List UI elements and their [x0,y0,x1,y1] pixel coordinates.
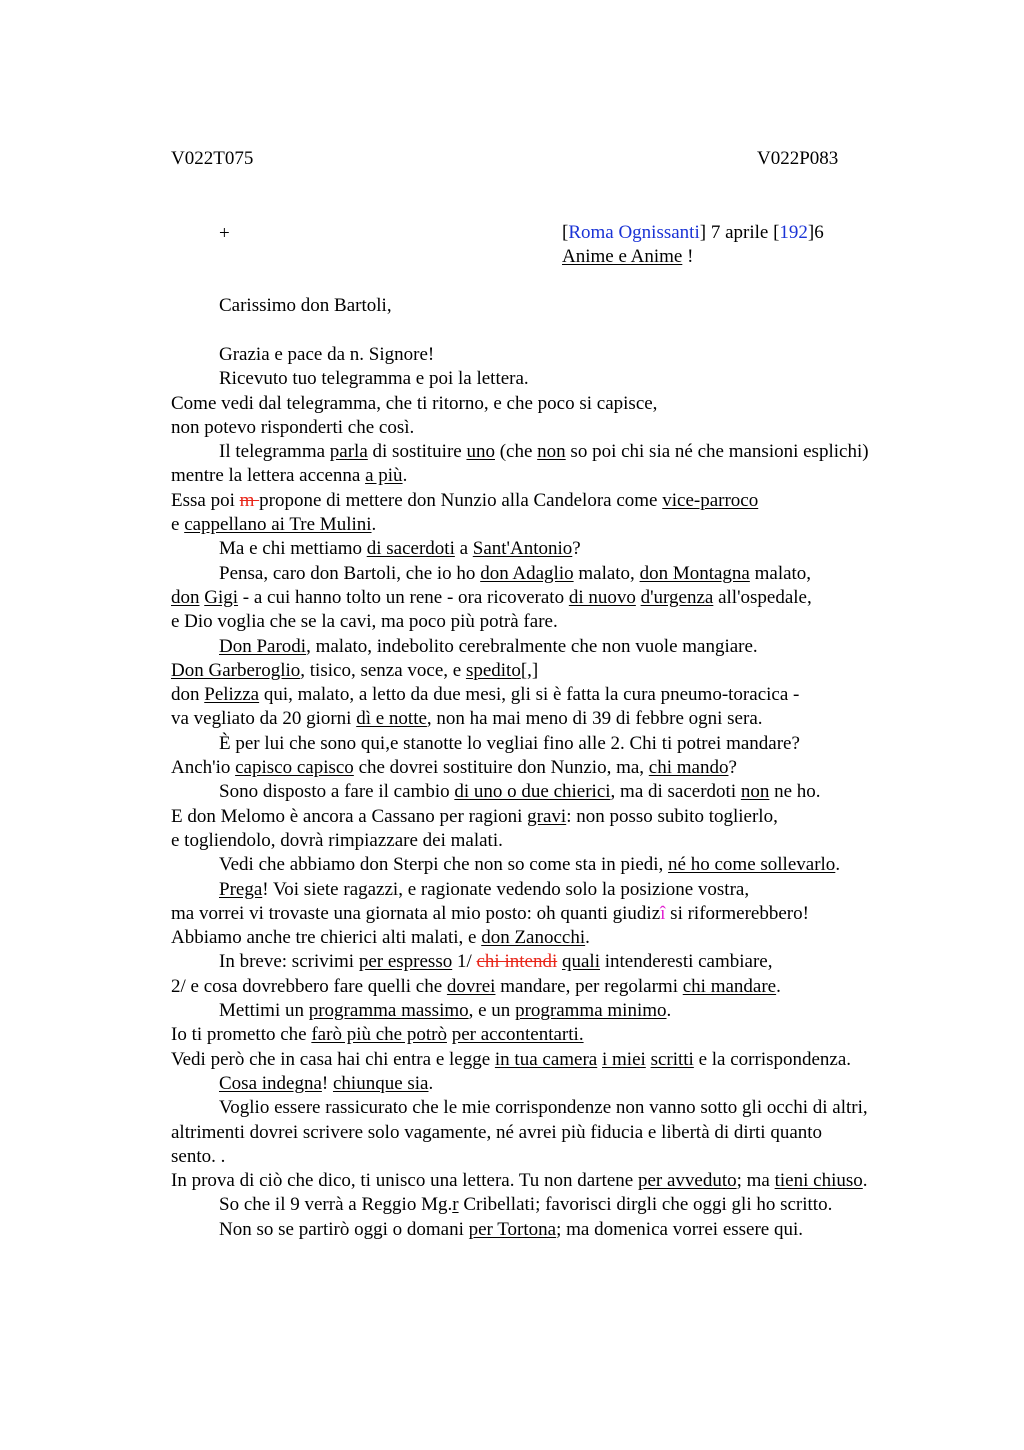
underlined-text: programma minimo [515,1000,667,1022]
text-segment: . [666,1000,672,1022]
text-segment: Essa poi [171,489,240,511]
text-segment: va vegliato da 20 giorni [171,708,357,730]
motto-tail: ! [682,246,694,268]
text-segment: Come vedi dal telegramma, che ti ritorno, e che poco si capisce, [171,392,658,414]
underlined-text: chi mandare [682,975,777,997]
underlined-text: non [740,781,770,803]
text-segment: In breve: scrivimi [219,951,359,973]
text-segment: Vedi che abbiamo don Sterpi che non so come sta in piedi, [219,854,669,876]
body-line [171,489,961,513]
underlined-text: Cosa indegna [219,1072,322,1094]
text-segment: e [171,514,185,536]
underlined-text: scritti [650,1048,694,1070]
text-segment: ma vorrei vi trovaste una giornata al mio posto: oh quanti giudiz [171,902,661,924]
body-line [171,1048,961,1072]
underlined-text: a più [365,465,403,487]
text-segment: , tisico, senza voce, e [300,659,466,681]
text-segment: . [402,465,408,487]
text-segment: Pensa, caro don Bartoli, che io ho [219,562,481,584]
year-digit: 6 [814,222,824,243]
text-segment: . [428,1072,434,1094]
underlined-text: quali [561,951,600,973]
text-segment: [,] [520,659,539,681]
body-line [171,659,961,683]
deleted-text: chi intendi [476,951,558,973]
body-line [171,392,961,416]
text-segment: (che [494,441,538,463]
body-line [171,343,961,367]
text-segment: , ma di sacerdoti [610,781,741,803]
underlined-text: uno [466,441,495,463]
body-line [171,635,961,659]
underlined-text: d'urgenza [640,586,714,608]
underlined-text: per espresso [358,951,453,973]
underlined-text: farò più che potrò [311,1024,447,1046]
body-line [171,902,961,926]
text-segment: Voglio essere rassicurato che le mie corrispondenze non vanno sotto gli occhi di altri, [219,1097,868,1119]
body-line [171,1193,961,1217]
text-segment: ; ma domenica vorrei essere qui. [556,1218,804,1240]
text-segment: Ricevuto tuo telegramma e poi la lettera. [219,368,529,390]
underlined-text: don Montagna [639,562,750,584]
underlined-text: capisco capisco [235,757,354,779]
salutation: Carissimo don Bartoli, [219,295,392,316]
text-segment: Ma e chi mettiamo [219,538,367,560]
date-line: [Roma Ognissanti] 7 aprile [192]6 [562,222,824,243]
motto-line [562,245,824,269]
text-segment: 1/ [452,951,477,973]
underlined-text: di uno o due chierici [454,781,611,803]
underlined-text: chiunque sia [332,1072,429,1094]
body-line [171,756,961,780]
body-line [171,805,961,829]
text-segment: ! Voi siete ragazzi, e ragionate vedendo solo la posizione vostra, [262,878,750,900]
motto: Anime e Anime [562,246,683,268]
text-segment: Anch'io [171,757,236,779]
body-line [171,416,961,440]
body-line [171,1169,961,1193]
text-segment: In prova di ciò che dico, ti unisco una lettera. Tu non dartene [171,1170,638,1192]
text-segment: . [585,927,590,949]
underlined-text: di nuovo [568,586,636,608]
text-segment: e togliendolo, dovrà rimpiazzare dei malati. [171,829,503,851]
underlined-text: Gigi [204,586,239,608]
body-line [171,562,961,586]
underlined-text: cappellano ai Tre Mulini [184,514,372,536]
body-line [171,464,961,488]
underlined-text: don Adaglio [480,562,574,584]
text-segment: Non so se partirò oggi o domani [219,1218,469,1240]
text-segment: - a cui hanno tolto un rene - ora ricoverato [238,586,569,608]
text-segment: ? [728,757,737,779]
text-segment: non potevo risponderti che così. [171,416,415,438]
underlined-text: in tua camera [494,1048,598,1070]
body-line [171,513,961,537]
text-segment: Mettimi un [219,1000,309,1022]
text-segment: qui, malato, a letto da due mesi, gli si è fatta la cura pneumo-toracica - [259,684,800,706]
underlined-text: non [537,441,566,463]
underlined-text: parla [329,441,368,463]
text-segment: intenderesti cambiare, [599,951,773,973]
text-segment: mandare, per regolarmi [495,975,683,997]
body-line [171,537,961,561]
body-line [171,1072,961,1096]
body-line [171,975,961,999]
text-segment: ? [572,538,581,560]
letter-body [171,343,961,1242]
body-line [171,1145,961,1169]
text-segment: Il telegramma [219,441,330,463]
text-segment: all'ospedale, [713,586,812,608]
text-segment: a [454,538,473,560]
underlined-text: di sacerdoti [366,538,455,560]
text-segment: , e un [468,1000,516,1022]
text-segment: , malato, indebolito cerebralmente che non vuole mangiare. [306,635,758,657]
text-segment: So che il 9 verrà a Reggio Mg. [219,1194,453,1216]
text-segment: sento. . [171,1145,226,1167]
underlined-text: Don Garberoglio [171,659,301,681]
underlined-text: don [171,586,200,608]
body-line [171,829,961,853]
document-code-left: V022T075 [171,148,254,169]
text-segment: che dovrei sostituire don Nunzio, ma, [353,757,649,779]
body-line [171,999,961,1023]
underlined-text: Pelizza [204,684,260,706]
text-segment: don [171,684,205,706]
body-line [171,586,961,610]
body-line [171,732,961,756]
text-segment: 2/ e cosa dovrebbero fare quelli che [171,975,447,997]
text-segment: mentre la lettera accenna [171,465,366,487]
body-line [171,878,961,902]
body-line [171,926,961,950]
underlined-text: per avveduto [637,1170,737,1192]
text-segment: malato, [573,562,640,584]
underlined-text: dovrei [446,975,496,997]
text-segment: . [835,854,841,876]
underlined-text: vice-parroco [662,489,759,511]
underlined-text: Sant'Antonio [472,538,573,560]
text-segment: , non ha mai meno di 39 di febbre ogni sera. [426,708,763,730]
underlined-text: per accontentarti. [451,1024,584,1046]
body-line [171,1096,961,1120]
body-line [171,1218,961,1242]
body-line [171,1121,961,1145]
place-editorial: Roma Ognissanti [568,222,700,243]
date-day-month: 7 aprile [710,222,769,243]
body-line [171,853,961,877]
text-segment: altrimenti dovrei scrivere solo vagamente, né avrei più fiducia e libertà di dirti quanto [171,1121,823,1143]
underlined-text: programma massimo [308,1000,469,1022]
text-segment: ne ho. [769,781,821,803]
year-editorial: 192 [779,222,808,243]
text-segment: so poi chi sia né che mansioni esplichi) [565,441,869,463]
text-segment: si riformerebbero! [665,902,809,924]
body-line [171,610,961,634]
deleted-text: m [239,489,260,511]
body-line [171,1023,961,1047]
body-line [171,780,961,804]
body-line [171,440,961,464]
date-block [562,221,824,270]
underlined-text: per Tortona [468,1218,557,1240]
underlined-text: r [452,1194,459,1216]
text-segment: Cribellati; favorisci dirgli che oggi gli ho scritto. [458,1194,833,1216]
text-segment: . [776,975,781,997]
underlined-text: Don Parodi [219,635,307,657]
text-segment: È per lui che sono qui,e stanotte lo vegliai fino alle 2. Chi ti potrei mandare? [219,732,800,754]
body-line [171,683,961,707]
underlined-text: spedito [465,659,521,681]
text-segment: Abbiamo anche tre chierici alti malati, e [171,927,482,949]
body-line [171,950,961,974]
text-segment: Sono disposto a fare il cambio [219,781,455,803]
document-code-right: V022P083 [757,148,839,169]
text-segment: Vedi però che in casa hai chi entra e legge [171,1048,495,1070]
text-segment: ; ma [736,1170,775,1192]
text-segment: . [371,514,377,536]
body-line [171,707,961,731]
underlined-text: gravi [527,805,567,827]
text-segment: Io ti prometto che [171,1024,312,1046]
text-segment: di sostituire [367,441,467,463]
text-segment: . [862,1170,868,1192]
underlined-text: né ho come sollevarlo [668,854,836,876]
body-line [171,367,961,391]
text-segment: e Dio voglia che se la cavi, ma poco più potrà fare. [171,611,558,633]
cross-symbol: + [219,223,230,244]
underlined-text: tieni chiuso [774,1170,863,1192]
text-segment: E don Melomo è ancora a Cassano per ragioni [171,805,528,827]
text-segment: e la corrispondenza. [693,1048,852,1070]
underlined-text: chi mando [648,757,729,779]
underlined-text: dì e notte [356,708,427,730]
underlined-text: Prega [219,878,263,900]
text-segment: : non posso subito toglierlo, [566,805,778,827]
text-segment: Grazia e pace da n. Signore! [219,344,435,365]
text-segment: malato, [749,562,812,584]
underlined-text: don Zanocchi [481,927,586,949]
text-segment: ! [321,1072,333,1094]
highlighted-char: î [660,902,666,924]
text-segment: propone di mettere don Nunzio alla Candelora come [259,489,663,511]
underlined-text: i miei [602,1048,646,1070]
